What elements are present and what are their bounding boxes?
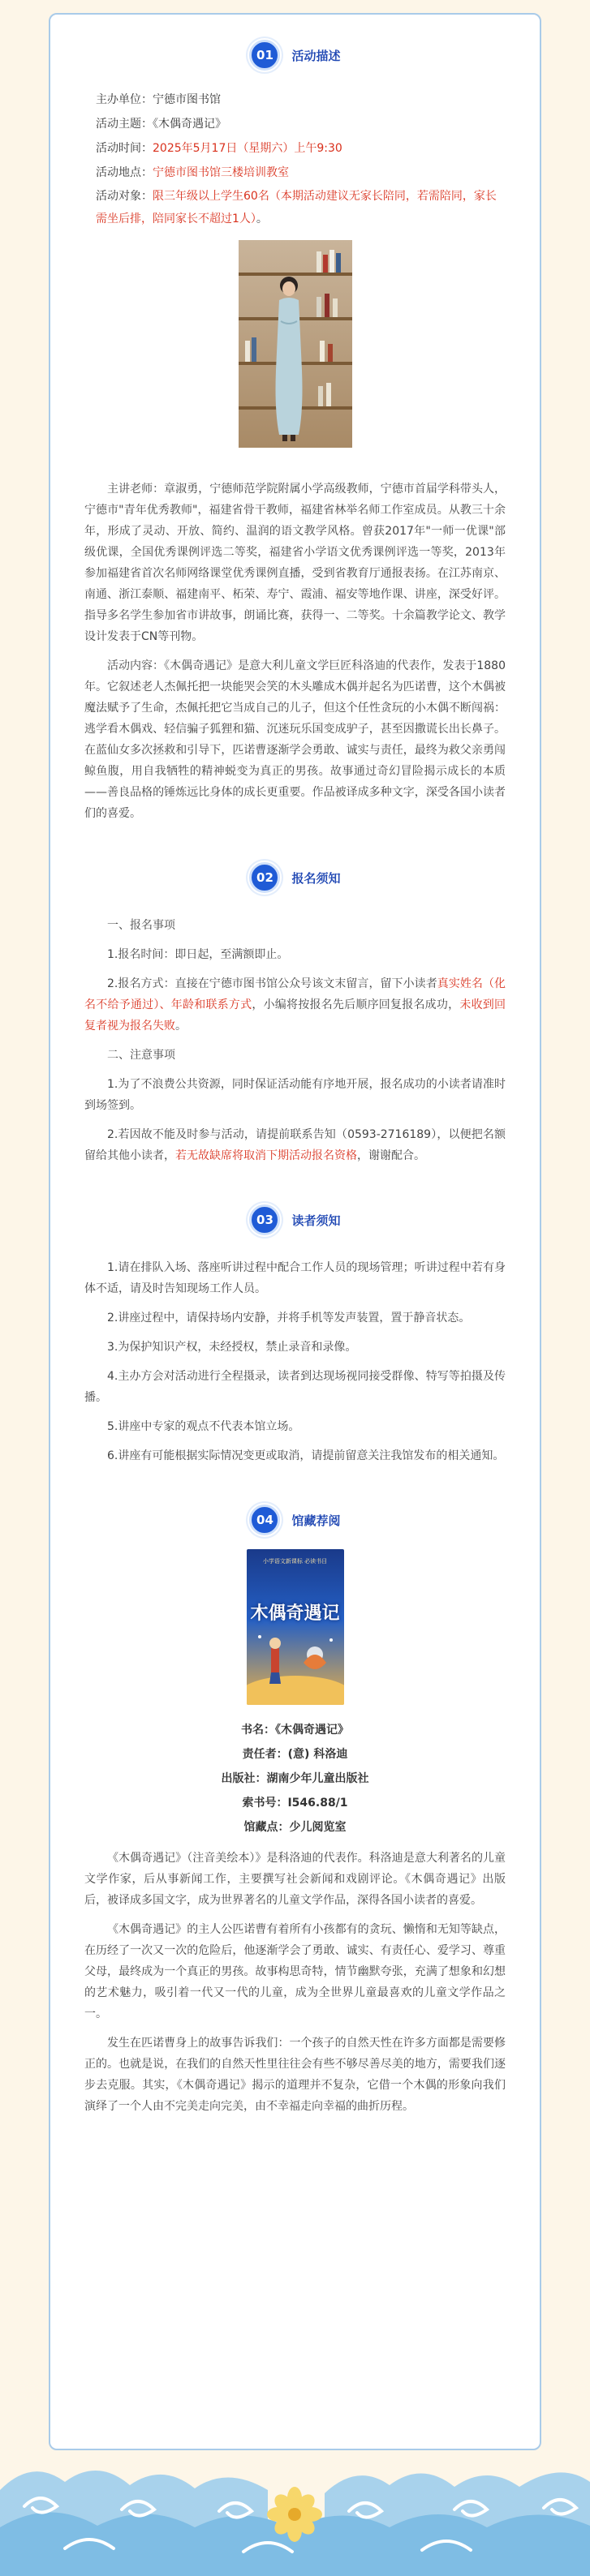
footer-cloud-decoration	[0, 2458, 590, 2576]
section-header-reader-notice	[84, 1202, 506, 1238]
note-one: 1.为了不浪费公共资源，同时保证活动能有序地开展，报名成功的小读者请准时到场签到。	[84, 1078, 506, 1112]
reader-notice-item: 3.为保护知识产权，未经授权，禁止录音和录像。	[107, 1341, 357, 1354]
place-line: 活动地点：宁德市图书馆三楼培训教室	[96, 166, 289, 179]
theme-line: 活动主题：《木偶奇遇记》	[96, 118, 226, 131]
book-intro-paragraph: 发生在匹诺曹身上的故事告诉我们：一个孩子的自然天性在许多方面都是需要修正的。也就是说，在我们的自然天性里往往会有些不够尽善尽美的地方，需要我们逐步去克服。其实，《木偶奇遇记》揭示的道理并不复杂，它借一个木偶的形象向我们演绎了一个人由不完美走向完美，由不幸福走向幸福的曲折历程。	[84, 2037, 506, 2113]
reader-notice-item: 5.讲座中专家的观点不代表本馆立场。	[107, 1420, 300, 1433]
speaker-bio: 主讲老师：章淑勇，宁德师范学院附属小学高级教师，宁德市首届学科带头人，宁德市"青年优秀教师"，福建省骨干教师，福建省林举名师工作室成员。从教三十余年，形成了灵动、开放、简约、温润的语文教学风格。曾获2017年"一师一优课"部级优课，全国优秀课例评选二等奖，福建省小学语文优秀课例评选一等奖，2013年参加福建省首次名师网络课堂优秀课例直播，受到省教育厅通报表扬。在江苏南京、南通、浙江泰顺、福建南平、柘荣、寿宁、霞浦、福安等地作课、讲座，深受好评。指导多名学生参加省市讲故事，朗诵比赛，获得一、二等奖。十余篇教学论文、教学设计发表于CN等刊物。	[84, 483, 506, 643]
book-cover-illustration	[247, 1630, 344, 1705]
note-two: 2.若因故不能及时参与活动，请提前联系告知（0593-2716189），以便把名额留给其他小读者，若无故缺席将取消下期活动报名资格，谢谢配合。	[84, 1128, 506, 1162]
notes-heading: 二、注意事项	[107, 1049, 175, 1062]
section-title: 馆藏荐阅	[291, 1513, 341, 1528]
target-line: 活动对象：限三年级以上学生60名（本期活动建议无家长陪同，若需陪同，家长需坐后排，陪同家长不超过1人）。	[96, 190, 497, 225]
section-number-badge: 01	[249, 40, 280, 71]
section-header-recommendation	[84, 1502, 506, 1538]
book-intro-paragraph: 《木偶奇遇记》的主人公匹诺曹有着所有小孩都有的贪玩、懒惰和无知等缺点，在历经了一次又一次的危险后，他逐渐学会了勇敢、诚实、有责任心、爱学习、尊重父母，最终成为一个真正的男孩。故事构思奇特，情节幽默夸张，充满了想象和幻想的艺术魅力，吸引着一代又一代的儿童，成为全世界儿童最喜欢的儿童文学作品之一。	[84, 1923, 506, 2020]
book-cover-subtitle: 小学语文新课标 必读书目	[262, 1558, 328, 1565]
registration-heading: 一、报名事项	[107, 919, 175, 932]
reader-notice-item: 2.讲座过程中，请保持场内安静，并将手机等发声装置，置于静音状态。	[107, 1312, 471, 1324]
book-author-line: 责任者：(意) 科洛迪	[242, 1748, 348, 1761]
reader-notice-item: 4.主办方会对活动进行全程摄录，读者到达现场视同接受群像、特写等拍摄及传播。	[84, 1370, 506, 1404]
registration-time: 1.报名时间：即日起，至满额即止。	[107, 948, 289, 961]
section-header-activity	[84, 37, 506, 73]
book-cover-image	[247, 1549, 344, 1705]
book-location-line: 馆藏点：少儿阅览室	[243, 1821, 347, 1834]
article-card	[49, 13, 541, 2450]
book-intro-paragraph: 《木偶奇遇记》（注音美绘本）》是科洛迪的代表作。科洛迪是意大利著名的儿童文学作家，后从事新闻工作，主要撰写社会新闻和戏剧评论。《木偶奇遇记》出版后，被译成多国文字，成为世界著名的儿童文学作品，深得各国小读者的喜爱。	[84, 1852, 506, 1907]
reader-notice-item: 6.讲座有可能根据实际情况变更或取消，请提前留意关注我馆发布的相关通知。	[107, 1449, 505, 1462]
section-number-badge: 03	[249, 1204, 280, 1235]
book-title-line: 书名：《木偶奇遇记》	[241, 1724, 349, 1737]
book-call-number-line: 索书号：I546.88/1	[242, 1797, 348, 1810]
registration-method: 2.报名方式：直接在宁德市图书馆公众号该文末留言，留下小读者真实姓名（化名不给予通过）、年龄和联系方式，小编将按报名先后顺序回复报名成功，未收到回复者视为报名失败。	[84, 977, 506, 1033]
section-title: 活动描述	[291, 48, 341, 63]
reader-notice-item: 1.请在排队入场、落座听讲过程中配合工作人员的现场管理；听讲过程中若有身体不适，请及时告知现场工作人员。	[84, 1261, 506, 1295]
time-line: 活动时间：2025年5月17日（星期六）上午9:30	[96, 142, 342, 155]
section-number-badge: 02	[249, 862, 280, 893]
organizer-line: 主办单位：宁德市图书馆	[96, 93, 221, 106]
speaker-figure	[271, 273, 307, 443]
book-cover-title: 木偶奇遇记	[250, 1604, 340, 1624]
speaker-photo	[239, 240, 352, 448]
activity-content: 活动内容：《木偶奇遇记》是意大利儿童文学巨匠科洛迪的代表作，发表于1880年。它叙述老人杰佩托把一块能哭会笑的木头雕成木偶并起名为匹诺曹，这个木偶被魔法赋予了生命，杰佩托把它当成自己的儿子，但这个任性贪玩的小木偶不断闯祸：逃学看木偶戏、轻信骗子狐狸和猫、沉迷玩乐国变成驴子，甚至因撒谎长出长鼻子。在蓝仙女多次拯救和引导下，匹诺曹逐渐学会勇敢、诚实与责任，最终为救父亲勇闯鲸鱼腹，用自我牺牲的精神蜕变为真正的男孩。故事通过奇幻冒险揭示成长的本质——善良品格的锤炼远比身体的成长更重要。作品被译成多种文字，深受各国小读者们的喜爱。	[84, 659, 506, 820]
book-publisher-line: 出版社：湖南少年儿童出版社	[221, 1772, 369, 1785]
section-title: 报名须知	[291, 870, 341, 886]
section-title: 读者须知	[291, 1213, 341, 1228]
section-number-badge: 04	[249, 1505, 280, 1535]
section-header-registration	[84, 860, 506, 895]
